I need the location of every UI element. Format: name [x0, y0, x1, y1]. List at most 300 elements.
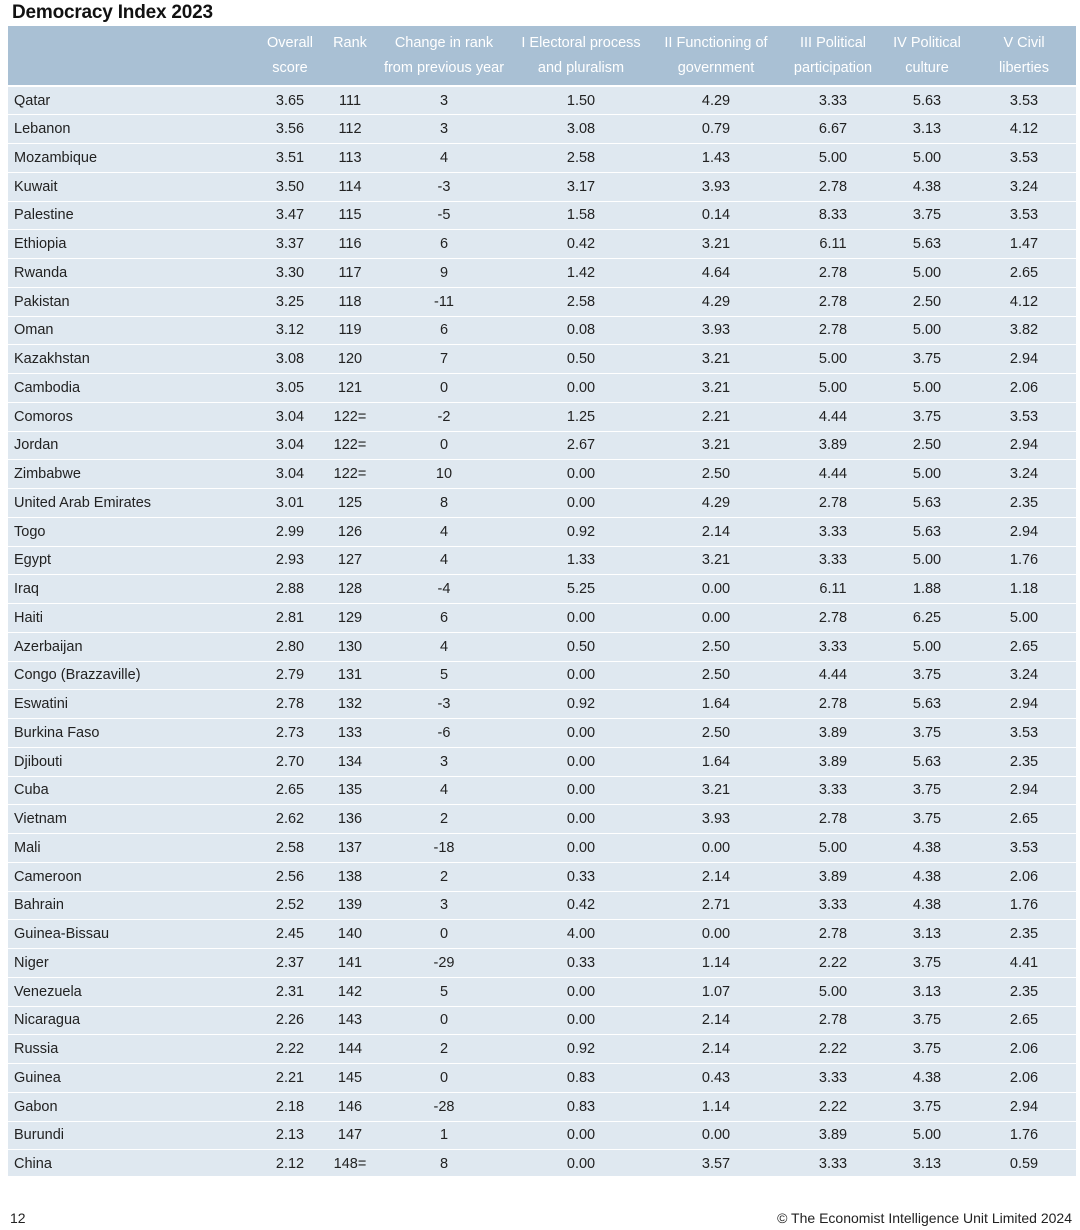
political-participation-cell: 3.33	[784, 517, 882, 546]
civil-liberties-cell: 1.76	[972, 1121, 1076, 1150]
political-participation-cell: 5.00	[784, 345, 882, 374]
change-in-rank-cell: -6	[374, 719, 514, 748]
political-culture-cell: 5.00	[882, 144, 972, 173]
rank-cell: 126	[326, 517, 374, 546]
electoral-process-cell: 0.00	[514, 805, 648, 834]
electoral-process-cell: 0.92	[514, 690, 648, 719]
functioning-of-government-cell: 3.21	[648, 345, 784, 374]
country-cell: Guinea	[8, 1064, 254, 1093]
change-in-rank-cell: 2	[374, 805, 514, 834]
political-participation-cell: 3.89	[784, 747, 882, 776]
political-participation-cell: 2.22	[784, 1035, 882, 1064]
overall-score-cell: 2.80	[254, 632, 326, 661]
change-in-rank-cell: 0	[374, 1064, 514, 1093]
change-in-rank-cell: -28	[374, 1092, 514, 1121]
civil-liberties-cell: 1.76	[972, 891, 1076, 920]
header-electoral-process	[514, 26, 648, 86]
rank-cell: 114	[326, 172, 374, 201]
overall-score-cell: 3.51	[254, 144, 326, 173]
country-cell: Azerbaijan	[8, 632, 254, 661]
overall-score-cell: 2.99	[254, 517, 326, 546]
table-row	[8, 230, 1076, 259]
country-cell: Iraq	[8, 575, 254, 604]
electoral-process-cell: 0.00	[514, 1121, 648, 1150]
country-cell: Gabon	[8, 1092, 254, 1121]
political-culture-cell: 5.00	[882, 1121, 972, 1150]
overall-score-cell: 2.58	[254, 834, 326, 863]
rank-cell: 118	[326, 287, 374, 316]
header-line: Rank	[333, 34, 367, 51]
table-row	[8, 345, 1076, 374]
electoral-process-cell: 0.00	[514, 834, 648, 863]
political-culture-cell: 3.13	[882, 977, 972, 1006]
political-culture-cell: 4.38	[882, 834, 972, 863]
functioning-of-government-cell: 2.50	[648, 661, 784, 690]
country-cell: Burundi	[8, 1121, 254, 1150]
header-line: Change in rank	[394, 34, 494, 51]
table-row	[8, 201, 1076, 230]
rank-cell: 146	[326, 1092, 374, 1121]
electoral-process-cell: 2.58	[514, 287, 648, 316]
electoral-process-cell: 0.00	[514, 1006, 648, 1035]
rank-cell: 121	[326, 374, 374, 403]
header-political-participation	[784, 26, 882, 86]
rank-cell: 127	[326, 546, 374, 575]
civil-liberties-cell: 5.00	[972, 604, 1076, 633]
functioning-of-government-cell: 2.14	[648, 1035, 784, 1064]
functioning-of-government-cell: 2.14	[648, 517, 784, 546]
change-in-rank-cell: 4	[374, 517, 514, 546]
overall-score-cell: 3.01	[254, 489, 326, 518]
country-cell: Kuwait	[8, 172, 254, 201]
table-row	[8, 776, 1076, 805]
rank-cell: 112	[326, 115, 374, 144]
table-row	[8, 287, 1076, 316]
political-participation-cell: 4.44	[784, 402, 882, 431]
country-cell: Rwanda	[8, 259, 254, 288]
country-cell: Pakistan	[8, 287, 254, 316]
header-line: liberties	[999, 59, 1049, 76]
header-line: IV Political	[893, 34, 961, 51]
electoral-process-cell: 0.00	[514, 489, 648, 518]
document-title: Democracy Index 2023	[12, 2, 213, 23]
electoral-process-cell: 0.92	[514, 517, 648, 546]
electoral-process-cell: 0.42	[514, 891, 648, 920]
country-cell: Cambodia	[8, 374, 254, 403]
table-row	[8, 747, 1076, 776]
electoral-process-cell: 0.92	[514, 1035, 648, 1064]
overall-score-cell: 2.18	[254, 1092, 326, 1121]
rank-cell: 133	[326, 719, 374, 748]
political-participation-cell: 3.33	[784, 632, 882, 661]
change-in-rank-cell: -5	[374, 201, 514, 230]
header-country	[8, 26, 254, 86]
rank-cell: 116	[326, 230, 374, 259]
table-row	[8, 862, 1076, 891]
electoral-process-cell: 0.83	[514, 1064, 648, 1093]
rank-cell: 135	[326, 776, 374, 805]
change-in-rank-cell: 4	[374, 776, 514, 805]
political-participation-cell: 2.78	[784, 604, 882, 633]
country-cell: Mali	[8, 834, 254, 863]
header-line: score	[272, 59, 308, 76]
overall-score-cell: 2.79	[254, 661, 326, 690]
table-row	[8, 517, 1076, 546]
change-in-rank-cell: 4	[374, 632, 514, 661]
table-row	[8, 172, 1076, 201]
political-culture-cell: 5.63	[882, 690, 972, 719]
table-row	[8, 891, 1076, 920]
electoral-process-cell: 0.00	[514, 604, 648, 633]
country-cell: Ethiopia	[8, 230, 254, 259]
civil-liberties-cell: 3.53	[972, 201, 1076, 230]
political-participation-cell: 5.00	[784, 374, 882, 403]
functioning-of-government-cell: 0.00	[648, 1121, 784, 1150]
political-culture-cell: 3.75	[882, 805, 972, 834]
overall-score-cell: 3.08	[254, 345, 326, 374]
country-cell: Guinea-Bissau	[8, 920, 254, 949]
change-in-rank-cell: 5	[374, 977, 514, 1006]
functioning-of-government-cell: 3.21	[648, 374, 784, 403]
political-culture-cell: 5.00	[882, 632, 972, 661]
political-participation-cell: 8.33	[784, 201, 882, 230]
electoral-process-cell: 0.50	[514, 345, 648, 374]
rank-cell: 120	[326, 345, 374, 374]
political-culture-cell: 2.50	[882, 431, 972, 460]
civil-liberties-cell: 3.24	[972, 460, 1076, 489]
functioning-of-government-cell: 0.00	[648, 920, 784, 949]
rank-cell: 119	[326, 316, 374, 345]
democracy-index-table	[8, 26, 1076, 1179]
civil-liberties-cell: 1.47	[972, 230, 1076, 259]
table-row	[8, 1121, 1076, 1150]
civil-liberties-cell: 3.53	[972, 402, 1076, 431]
political-participation-cell: 5.00	[784, 977, 882, 1006]
rank-cell: 130	[326, 632, 374, 661]
political-participation-cell: 3.33	[784, 86, 882, 115]
political-participation-cell: 4.44	[784, 661, 882, 690]
civil-liberties-cell: 2.94	[972, 345, 1076, 374]
rank-cell: 140	[326, 920, 374, 949]
table-row	[8, 460, 1076, 489]
political-culture-cell: 6.25	[882, 604, 972, 633]
functioning-of-government-cell: 3.21	[648, 431, 784, 460]
country-cell: Cameroon	[8, 862, 254, 891]
header-line: III Political	[799, 34, 867, 51]
copyright-notice: © The Economist Intelligence Unit Limited 2024	[777, 1210, 1072, 1226]
header-overall-score	[254, 26, 326, 86]
overall-score-cell: 2.13	[254, 1121, 326, 1150]
overall-score-cell: 3.04	[254, 431, 326, 460]
functioning-of-government-cell: 0.00	[648, 604, 784, 633]
political-culture-cell: 5.63	[882, 230, 972, 259]
political-culture-cell: 3.75	[882, 1035, 972, 1064]
rank-cell: 128	[326, 575, 374, 604]
table-row	[8, 719, 1076, 748]
country-cell: Burkina Faso	[8, 719, 254, 748]
change-in-rank-cell: -29	[374, 949, 514, 978]
functioning-of-government-cell: 3.21	[648, 230, 784, 259]
table-row	[8, 604, 1076, 633]
overall-score-cell: 3.04	[254, 402, 326, 431]
change-in-rank-cell: 0	[374, 920, 514, 949]
rank-cell: 148=	[326, 1150, 374, 1179]
civil-liberties-cell: 2.94	[972, 1092, 1076, 1121]
electoral-process-cell: 0.00	[514, 661, 648, 690]
electoral-process-cell: 1.58	[514, 201, 648, 230]
political-culture-cell: 3.75	[882, 1092, 972, 1121]
functioning-of-government-cell: 3.93	[648, 805, 784, 834]
table-row	[8, 316, 1076, 345]
change-in-rank-cell: 1	[374, 1121, 514, 1150]
civil-liberties-cell: 2.06	[972, 374, 1076, 403]
civil-liberties-cell: 0.59	[972, 1150, 1076, 1179]
change-in-rank-cell: 3	[374, 747, 514, 776]
table-row	[8, 431, 1076, 460]
table-row	[8, 1006, 1076, 1035]
overall-score-cell: 3.12	[254, 316, 326, 345]
overall-score-cell: 3.05	[254, 374, 326, 403]
rank-cell: 122=	[326, 460, 374, 489]
change-in-rank-cell: 5	[374, 661, 514, 690]
country-cell: Cuba	[8, 776, 254, 805]
overall-score-cell: 2.31	[254, 977, 326, 1006]
civil-liberties-cell: 3.53	[972, 86, 1076, 115]
change-in-rank-cell: 7	[374, 345, 514, 374]
country-cell: Russia	[8, 1035, 254, 1064]
civil-liberties-cell: 2.65	[972, 632, 1076, 661]
change-in-rank-cell: -2	[374, 402, 514, 431]
political-culture-cell: 4.38	[882, 891, 972, 920]
header-line: I Electoral process	[521, 34, 641, 51]
civil-liberties-cell: 3.53	[972, 719, 1076, 748]
democracy-index-table-container	[8, 26, 1076, 1176]
civil-liberties-cell: 2.65	[972, 805, 1076, 834]
rank-cell: 125	[326, 489, 374, 518]
rank-cell: 137	[326, 834, 374, 863]
political-culture-cell: 3.13	[882, 115, 972, 144]
political-culture-cell: 5.00	[882, 374, 972, 403]
political-culture-cell: 3.75	[882, 201, 972, 230]
change-in-rank-cell: -4	[374, 575, 514, 604]
functioning-of-government-cell: 4.29	[648, 287, 784, 316]
functioning-of-government-cell: 2.50	[648, 632, 784, 661]
functioning-of-government-cell: 3.21	[648, 776, 784, 805]
overall-score-cell: 2.22	[254, 1035, 326, 1064]
country-cell: Palestine	[8, 201, 254, 230]
overall-score-cell: 2.65	[254, 776, 326, 805]
electoral-process-cell: 2.67	[514, 431, 648, 460]
civil-liberties-cell: 3.53	[972, 834, 1076, 863]
table-row	[8, 1092, 1076, 1121]
overall-score-cell: 2.56	[254, 862, 326, 891]
overall-score-cell: 2.26	[254, 1006, 326, 1035]
political-culture-cell: 3.75	[882, 776, 972, 805]
political-participation-cell: 2.78	[784, 172, 882, 201]
header-change-in-rank	[374, 26, 514, 86]
political-participation-cell: 2.78	[784, 259, 882, 288]
rank-cell: 134	[326, 747, 374, 776]
change-in-rank-cell: 0	[374, 374, 514, 403]
functioning-of-government-cell: 2.50	[648, 460, 784, 489]
political-participation-cell: 2.22	[784, 1092, 882, 1121]
functioning-of-government-cell: 0.79	[648, 115, 784, 144]
overall-score-cell: 2.88	[254, 575, 326, 604]
electoral-process-cell: 3.08	[514, 115, 648, 144]
overall-score-cell: 2.70	[254, 747, 326, 776]
civil-liberties-cell: 2.94	[972, 690, 1076, 719]
change-in-rank-cell: 4	[374, 546, 514, 575]
functioning-of-government-cell: 3.21	[648, 546, 784, 575]
overall-score-cell: 2.93	[254, 546, 326, 575]
political-culture-cell: 1.88	[882, 575, 972, 604]
functioning-of-government-cell: 3.93	[648, 316, 784, 345]
change-in-rank-cell: -18	[374, 834, 514, 863]
header-political-culture	[882, 26, 972, 86]
political-participation-cell: 2.78	[784, 489, 882, 518]
table-row	[8, 632, 1076, 661]
civil-liberties-cell: 4.12	[972, 115, 1076, 144]
functioning-of-government-cell: 1.64	[648, 747, 784, 776]
functioning-of-government-cell: 0.14	[648, 201, 784, 230]
table-row	[8, 575, 1076, 604]
civil-liberties-cell: 2.94	[972, 776, 1076, 805]
civil-liberties-cell: 1.76	[972, 546, 1076, 575]
rank-cell: 113	[326, 144, 374, 173]
political-culture-cell: 5.63	[882, 86, 972, 115]
table-row	[8, 489, 1076, 518]
country-cell: Lebanon	[8, 115, 254, 144]
electoral-process-cell: 0.33	[514, 862, 648, 891]
political-culture-cell: 3.75	[882, 949, 972, 978]
electoral-process-cell: 1.42	[514, 259, 648, 288]
electoral-process-cell: 1.25	[514, 402, 648, 431]
political-culture-cell: 3.75	[882, 402, 972, 431]
political-culture-cell: 4.38	[882, 172, 972, 201]
rank-cell: 142	[326, 977, 374, 1006]
table-row	[8, 402, 1076, 431]
overall-score-cell: 2.12	[254, 1150, 326, 1179]
table-row	[8, 1035, 1076, 1064]
electoral-process-cell: 1.50	[514, 86, 648, 115]
civil-liberties-cell: 2.06	[972, 1064, 1076, 1093]
change-in-rank-cell: 9	[374, 259, 514, 288]
table-row	[8, 259, 1076, 288]
rank-cell: 115	[326, 201, 374, 230]
rank-cell: 131	[326, 661, 374, 690]
political-participation-cell: 3.89	[784, 1121, 882, 1150]
overall-score-cell: 2.78	[254, 690, 326, 719]
overall-score-cell: 2.21	[254, 1064, 326, 1093]
country-cell: Congo (Brazzaville)	[8, 661, 254, 690]
civil-liberties-cell: 2.94	[972, 431, 1076, 460]
page-number: 12	[10, 1210, 26, 1226]
rank-cell: 117	[326, 259, 374, 288]
functioning-of-government-cell: 4.29	[648, 86, 784, 115]
electoral-process-cell: 0.08	[514, 316, 648, 345]
political-culture-cell: 5.63	[882, 489, 972, 518]
civil-liberties-cell: 2.35	[972, 920, 1076, 949]
political-participation-cell: 2.78	[784, 690, 882, 719]
change-in-rank-cell: 3	[374, 86, 514, 115]
electoral-process-cell: 0.00	[514, 719, 648, 748]
change-in-rank-cell: -3	[374, 690, 514, 719]
country-cell: Nicaragua	[8, 1006, 254, 1035]
functioning-of-government-cell: 3.57	[648, 1150, 784, 1179]
political-participation-cell: 6.11	[784, 575, 882, 604]
change-in-rank-cell: 2	[374, 1035, 514, 1064]
header-line: government	[677, 59, 755, 76]
political-culture-cell: 5.00	[882, 316, 972, 345]
civil-liberties-cell: 3.53	[972, 144, 1076, 173]
rank-cell: 111	[326, 86, 374, 115]
electoral-process-cell: 0.83	[514, 1092, 648, 1121]
political-culture-cell: 3.75	[882, 719, 972, 748]
political-participation-cell: 2.78	[784, 920, 882, 949]
table-row	[8, 920, 1076, 949]
table-row	[8, 546, 1076, 575]
header-line: from previous year	[383, 59, 505, 76]
change-in-rank-cell: 8	[374, 1150, 514, 1179]
rank-cell: 141	[326, 949, 374, 978]
political-culture-cell: 5.63	[882, 517, 972, 546]
electoral-process-cell: 2.58	[514, 144, 648, 173]
rank-cell: 147	[326, 1121, 374, 1150]
overall-score-cell: 3.56	[254, 115, 326, 144]
functioning-of-government-cell: 1.14	[648, 949, 784, 978]
political-culture-cell: 5.00	[882, 546, 972, 575]
civil-liberties-cell: 2.35	[972, 489, 1076, 518]
table-row	[8, 690, 1076, 719]
electoral-process-cell: 0.00	[514, 747, 648, 776]
change-in-rank-cell: 2	[374, 862, 514, 891]
electoral-process-cell: 5.25	[514, 575, 648, 604]
overall-score-cell: 2.45	[254, 920, 326, 949]
political-participation-cell: 2.78	[784, 805, 882, 834]
rank-cell: 122=	[326, 431, 374, 460]
rank-cell: 122=	[326, 402, 374, 431]
electoral-process-cell: 0.00	[514, 1150, 648, 1179]
functioning-of-government-cell: 2.14	[648, 862, 784, 891]
civil-liberties-cell: 1.18	[972, 575, 1076, 604]
header-civil-liberties	[972, 26, 1076, 86]
country-cell: Niger	[8, 949, 254, 978]
rank-cell: 145	[326, 1064, 374, 1093]
civil-liberties-cell: 3.24	[972, 172, 1076, 201]
electoral-process-cell: 0.00	[514, 776, 648, 805]
political-participation-cell: 2.78	[784, 1006, 882, 1035]
overall-score-cell: 3.47	[254, 201, 326, 230]
political-culture-cell: 5.63	[882, 747, 972, 776]
political-participation-cell: 3.33	[784, 546, 882, 575]
civil-liberties-cell: 2.06	[972, 1035, 1076, 1064]
country-cell: Comoros	[8, 402, 254, 431]
civil-liberties-cell: 2.65	[972, 1006, 1076, 1035]
header-functioning-of-government	[648, 26, 784, 86]
rank-cell: 129	[326, 604, 374, 633]
civil-liberties-cell: 2.65	[972, 259, 1076, 288]
political-culture-cell: 4.38	[882, 862, 972, 891]
civil-liberties-cell: 2.35	[972, 977, 1076, 1006]
overall-score-cell: 3.25	[254, 287, 326, 316]
overall-score-cell: 3.37	[254, 230, 326, 259]
rank-cell: 143	[326, 1006, 374, 1035]
electoral-process-cell: 3.17	[514, 172, 648, 201]
civil-liberties-cell: 2.94	[972, 517, 1076, 546]
political-culture-cell: 3.75	[882, 1006, 972, 1035]
header-rank	[326, 26, 374, 86]
functioning-of-government-cell: 4.64	[648, 259, 784, 288]
